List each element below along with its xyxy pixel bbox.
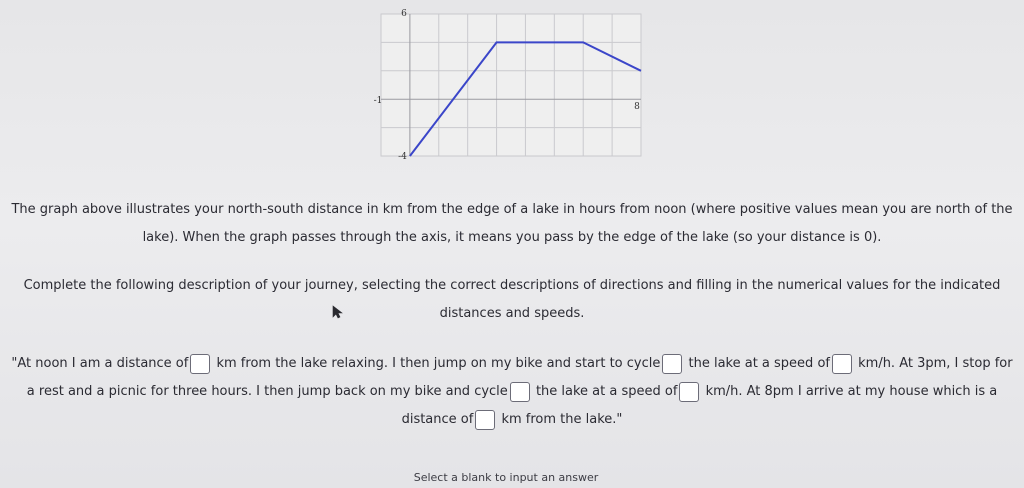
journey-story — [0, 350, 1024, 434]
story-text: a rest and a picnic for three hours. I then jump back on my bike and cycle — [26, 384, 508, 399]
second-direction-blank[interactable] — [510, 382, 530, 402]
story-text: the lake at a speed of — [688, 356, 830, 371]
description-line-2: lake). When the graph passes through the axis, it means you pass by the edge of the lake (so your distance is 0). — [142, 230, 882, 245]
x-tick-label-max: 8 — [634, 102, 640, 113]
story-line-3 — [0, 406, 1024, 434]
story-text: km from the lake." — [501, 412, 623, 427]
story-line-2 — [0, 378, 1024, 406]
story-text: km/h. At 8pm I arrive at my house which is a — [705, 384, 998, 399]
y-tick-label-max: 6 — [401, 9, 407, 19]
story-text: km from the lake relaxing. I then jump on my bike and start to cycle — [216, 356, 661, 371]
plot-area — [381, 14, 641, 156]
description-line-1: The graph above illustrates your north-south distance in km from the edge of a lake in hours from noon (where positive values mean you are north of the — [11, 202, 1013, 217]
chart-svg — [368, 4, 656, 164]
input-hint: Select a blank to input an answer — [413, 471, 599, 484]
story-text: the lake at a speed of — [535, 384, 678, 399]
first-direction-blank[interactable] — [662, 354, 682, 374]
instruction-text — [0, 272, 1024, 328]
story-line-1 — [0, 350, 1024, 378]
start-distance-blank[interactable] — [190, 354, 210, 374]
y-tick-label-min: -4 — [398, 152, 407, 162]
first-speed-blank[interactable] — [832, 354, 852, 374]
story-text: "At noon I am a distance of — [11, 356, 189, 371]
second-speed-blank[interactable] — [679, 382, 699, 402]
x-tick-label-min: -1 — [373, 96, 383, 107]
story-text: km/h. At 3pm, I stop for — [858, 356, 1013, 371]
instruction-line-2: distances and speeds. — [439, 306, 585, 321]
story-text: distance of — [401, 412, 474, 427]
distance-time-graph — [368, 4, 656, 164]
graph-description — [0, 196, 1024, 252]
mouse-pointer-icon — [330, 305, 344, 319]
instruction-line-1: Complete the following description of your journey, selecting the correct descriptions of directions and filling in the numerical values for the indicated — [23, 278, 1001, 293]
final-distance-blank[interactable] — [475, 410, 495, 430]
